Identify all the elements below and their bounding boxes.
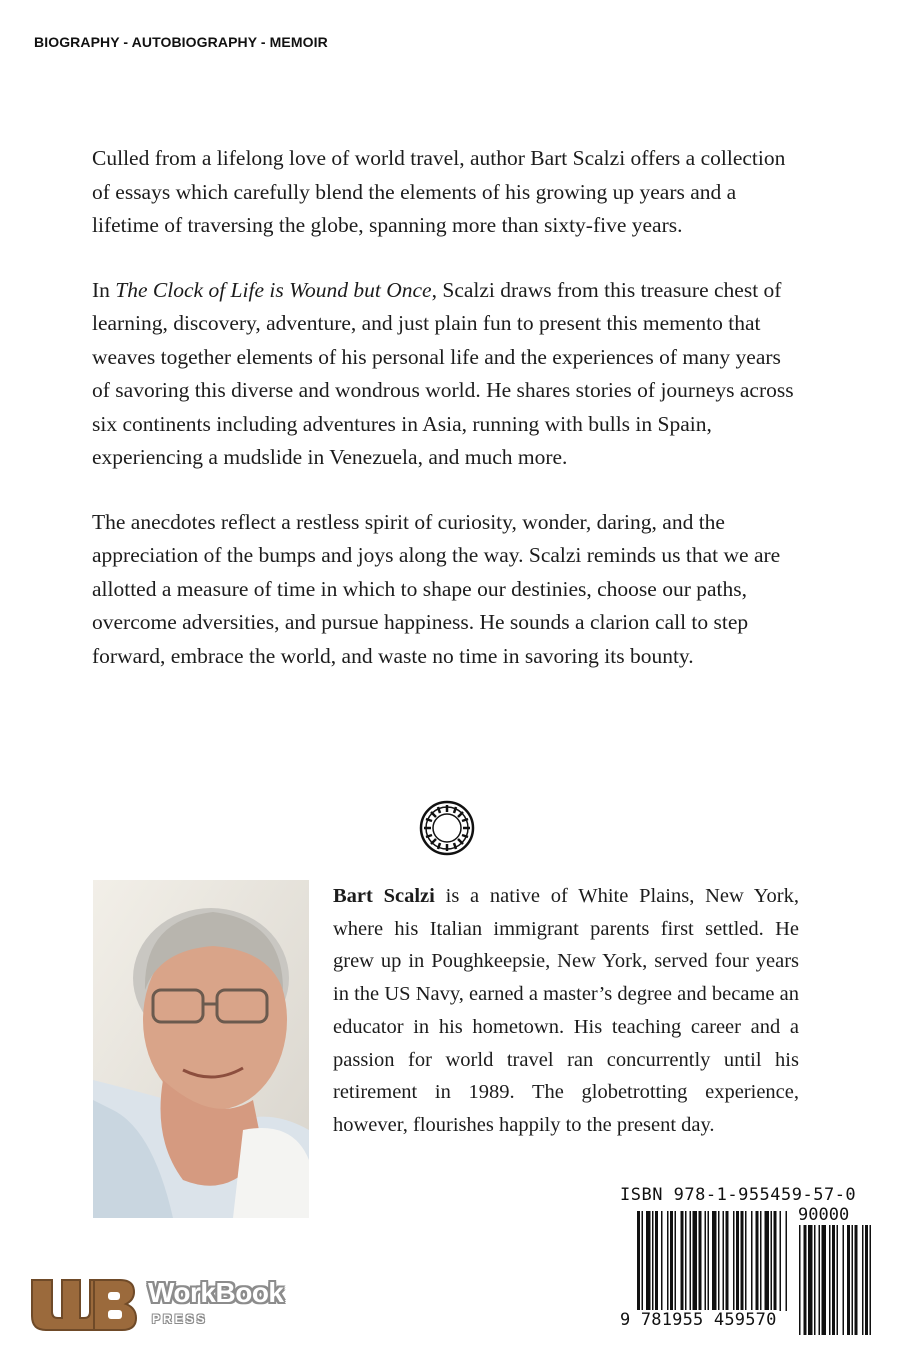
barcode-bar [675, 1211, 677, 1311]
barcode-bar [745, 1211, 747, 1311]
publisher-name: WorkBook [148, 1277, 284, 1308]
barcode-bar [723, 1211, 725, 1311]
barcode-bar [726, 1211, 729, 1311]
category-label: BIOGRAPHY - AUTOBIOGRAPHY - MEMOIR [34, 34, 328, 50]
barcode-bar [741, 1211, 744, 1311]
barcode-bar [699, 1211, 702, 1311]
barcode-bar [736, 1211, 739, 1311]
barcode-bar [661, 1211, 663, 1311]
barcode-bar [693, 1211, 698, 1311]
price-barcode-bar [804, 1225, 807, 1335]
barcode-bar [712, 1211, 717, 1311]
author-name: Bart Scalzi [333, 885, 435, 907]
barcode-bar [771, 1211, 773, 1311]
barcode-bar [642, 1211, 644, 1311]
publisher-sub: PRESS [152, 1312, 208, 1326]
barcode-bar [786, 1211, 788, 1311]
author-bio [333, 880, 799, 1142]
price-barcode-bar [822, 1225, 827, 1335]
barcode-bar [751, 1211, 753, 1311]
price-barcode-bar [843, 1225, 845, 1335]
price-barcode-bar [862, 1225, 864, 1335]
author-photo [93, 880, 309, 1218]
price-barcode-bar [819, 1225, 821, 1335]
price-barcode-bar [799, 1225, 801, 1335]
barcode-bar [670, 1211, 673, 1311]
price-barcode-bar [814, 1225, 816, 1335]
price-barcode-bar [870, 1225, 872, 1335]
price-barcode-bar [852, 1225, 854, 1335]
barcode-bar [708, 1211, 710, 1311]
barcode-bar [667, 1211, 669, 1311]
price-code: 90000 [798, 1205, 850, 1225]
blurb-paragraph-3: The anecdotes reflect a restless spirit of curiosity, wonder, daring, and the appreciation of the bumps and joys along the way. Scalzi reminds us that we are allotted a measure of time in which to shape our destinies, choose our paths, overcome adversities, and pursue happiness. He sounds a clarion call to step forward, embrace the world, and waste no time in savoring its bounty. [92, 509, 781, 668]
barcode-bar [765, 1211, 770, 1311]
barcode-bar [690, 1211, 692, 1311]
barcode-bar [756, 1211, 759, 1311]
price-barcode-bar [847, 1225, 850, 1335]
barcode-bar [637, 1211, 640, 1311]
barcode-bar [774, 1211, 777, 1311]
barcode-bar [652, 1211, 654, 1311]
barcode-bar [733, 1211, 735, 1311]
price-barcode-bar [829, 1225, 831, 1335]
blurb-paragraph-2 [92, 274, 804, 475]
barcode-bar [705, 1211, 707, 1311]
back-cover-blurb [92, 142, 804, 704]
clock-ornament-icon [419, 800, 475, 856]
workbook-logo-icon [28, 1272, 138, 1334]
author-bio-text: is a native of White Plains, New York, where his Italian immigrant parents first settled. He grew up in Poughkeepsie, New York, served four years in the US Navy, earned a master’s degree and became an educator in his hometown. His teaching career and a passion for world travel ran concurrently until his retirement in 1989. The globetrotting experience, however, flourishes happily to the present day. [333, 885, 799, 1136]
barcode-bar [718, 1211, 720, 1311]
isbn-label: ISBN 978-1-955459-57-0 [620, 1185, 857, 1205]
barcode-bar [655, 1211, 658, 1311]
barcode-bar [646, 1211, 651, 1311]
price-barcode-bar [837, 1225, 839, 1335]
blurb-paragraph-1: Culled from a lifelong love of world travel, author Bart Scalzi offers a collection of essays which carefully blend the elements of his growing up years and a lifetime of traversing the globe, spanning more than sixty-five years. [92, 146, 786, 237]
price-barcode-bar [808, 1225, 813, 1335]
book-title: The Clock of Life is Wound but Once [115, 277, 432, 302]
price-barcode-bar [855, 1225, 858, 1335]
price-barcode-bar [865, 1225, 868, 1335]
barcode-bar [780, 1211, 782, 1311]
barcode-bar [685, 1211, 687, 1311]
ean-digits: 9 781955 459570 [620, 1310, 777, 1330]
barcode-bar [760, 1211, 762, 1311]
barcode-bar [681, 1211, 684, 1311]
price-barcode-bar [832, 1225, 835, 1335]
blurb-p2-rest: , Scalzi draws from this treasure chest of learning, discovery, adventure, and just plain fun to present this memento that weaves together elements of his personal life and the experiences of many years of savoring this diverse and wondrous world. He shares stories of journeys across six continents including adventures in Asia, running with bulls in Spain, experiencing a mudslide in Venezuela, and much more. [92, 277, 794, 469]
blurb-p2-prefix: In [92, 277, 116, 302]
